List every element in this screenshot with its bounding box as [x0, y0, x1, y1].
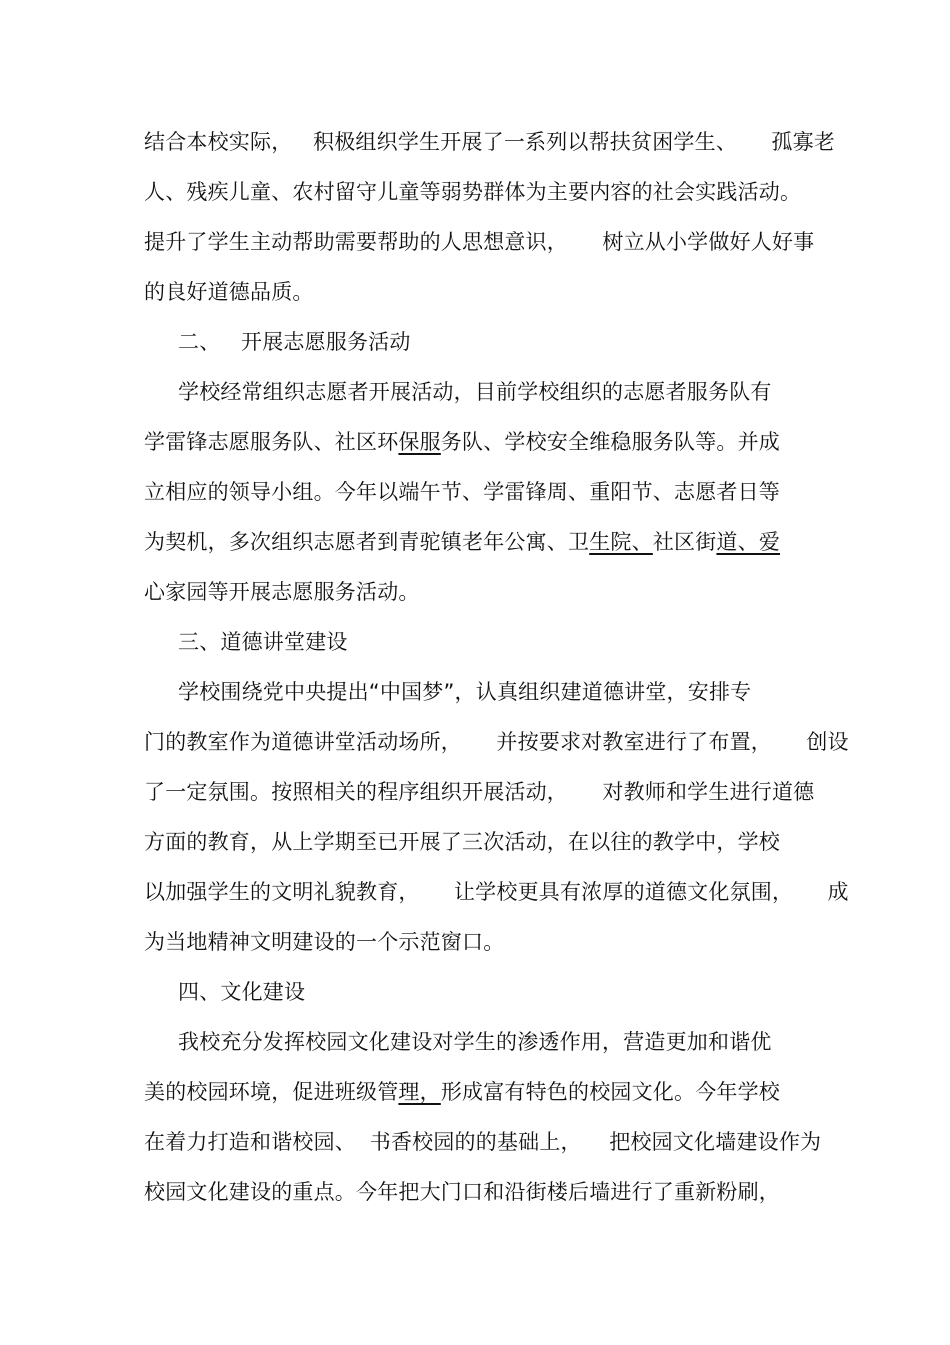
paragraph-line: 结合本校实际， 积极组织学生开展了一系列以帮扶贫困学生、 孤寡老: [144, 130, 835, 154]
paragraph-line: 学校经常组织志愿者开展活动，目前学校组织的志愿者服务队有: [178, 380, 772, 404]
paragraph-line: 以加强学生的文明礼貌教育， 让学校更具有浓厚的道德文化氛围， 成: [144, 880, 849, 904]
paragraph-line: 我校充分发挥校园文化建设对学生的渗透作用，营造更加和谐优: [178, 1030, 772, 1054]
section-heading: 二、 开展志愿服务活动: [178, 330, 411, 354]
section-heading: 四、文化建设: [178, 980, 306, 1004]
paragraph-line: 提升了学生主动帮助需要帮助的人思想意识， 树立从小学做好人好事: [144, 230, 815, 254]
paragraph-line: 在着力打造和谐校园、 书香校园的的基础上， 把校园文化墙建设作为: [144, 1130, 822, 1154]
underlined-text: 保服: [398, 430, 441, 454]
paragraph-line: 为契机，多次组织志愿者到青驼镇老年公寓、卫生院、社区街道、爱: [144, 530, 781, 554]
paragraph-line: 立相应的领导小组。今年以端午节、学雷锋周、重阳节、志愿者日等: [144, 480, 780, 504]
paragraph-line: 人、残疾儿童、农村留守儿童等弱势群体为主要内容的社会实践活动。: [144, 180, 802, 204]
paragraph-line: 为当地精神文明建设的一个示范窗口。: [144, 930, 505, 954]
paragraph-line: 心家园等开展志愿服务活动。: [144, 580, 420, 604]
paragraph-line: 的良好道德品质。: [144, 280, 314, 304]
underlined-text: 道、爱: [716, 530, 781, 554]
paragraph-line: 方面的教育，从上学期至已开展了三次活动，在以往的教学中，学校: [144, 830, 780, 854]
paragraph-line: 了一定氛围。按照相关的程序组织开展活动， 对教师和学生进行道德: [144, 780, 815, 804]
underlined-text: 生院、: [589, 530, 653, 554]
paragraph-line: 学雷锋志愿服务队、社区环保服务队、学校安全维稳服务队等。并成: [144, 430, 781, 454]
paragraph-line: 美的校园环境，促进班级管理，形成富有特色的校园文化。今年学校: [144, 1080, 781, 1104]
section-heading: 三、道德讲堂建设: [178, 630, 348, 654]
underlined-text: 理，: [398, 1080, 441, 1104]
paragraph-line: 校园文化建设的重点。今年把大门口和沿街楼后墙进行了重新粉刷，: [144, 1180, 780, 1204]
paragraph-line: 门的教室作为道德讲堂活动场所， 并按要求对教室进行了布置， 创设: [144, 730, 849, 754]
paragraph-line: 学校围绕党中央提出“中国梦”，认真组织建道德讲堂，安排专: [178, 680, 752, 704]
